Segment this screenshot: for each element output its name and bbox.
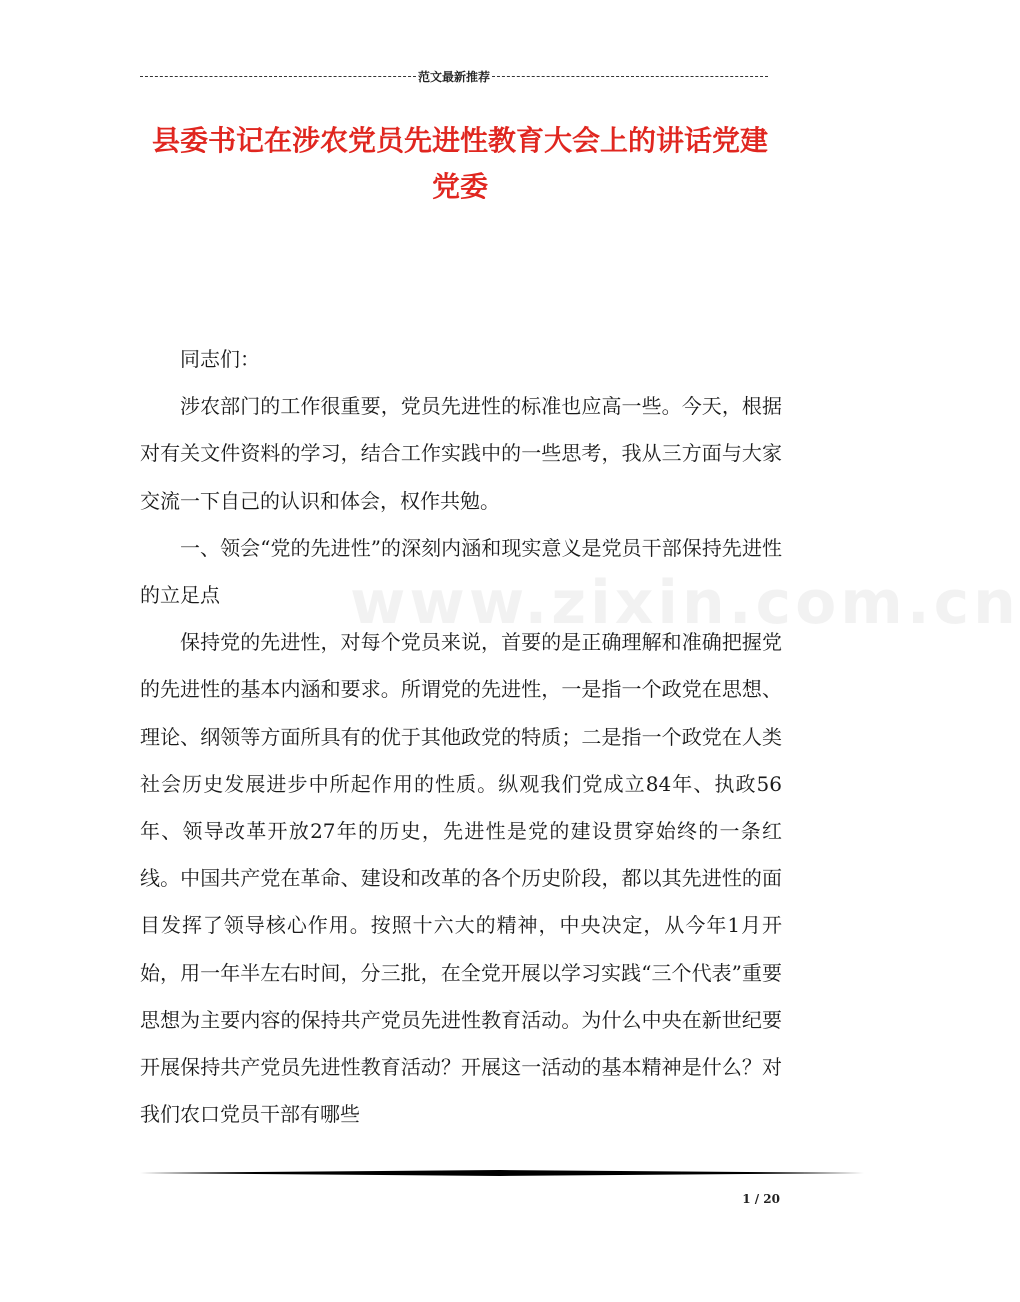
footer-rule-line [140, 1170, 864, 1176]
paragraph-heading-1: 一、领会“党的先进性”的深刻内涵和现实意义是党员干部保持先进性的立足点 [140, 535, 782, 608]
header-dash-left [140, 76, 416, 77]
paragraph-salutation: 同志们： [180, 347, 260, 371]
paragraph-section-1: 保持党的先进性，对每个党员来说，首要的是正确理解和准确把握党的先进性的基本内涵和要求。所谓党的先进性，一是指一个政党在思想、理论、纲领等方面所具有的优于其他政党的特质；二是指一个政党在人类社会历史发展进步中所起作用的性质。纵观我们党成立84年、执政56年、领导改革开放27年的历史，先进性是党的建设贯穿始终的一条红线。中国共产党在革命、建设和改革的各个历史阶段，都以其先进性的面目发挥了领导核心作用。按照十六大的精神，中央决定，从今年1月开始，用一年半左右时间，分三批，在全党开展以学习实践“三个代表”重要思想为主要内容的保持共产党员先进性教育活动。为什么中央在新世纪要开展保持共产党员先进性教育活动？开展这一活动的基本精神是什么？对我们农口党员干部有哪些 [140, 630, 782, 1127]
document-body [140, 336, 782, 1138]
page-number: 1 / 20 [742, 1192, 780, 1206]
watermark: www.zixin.com.cn [350, 568, 1020, 638]
title-line-2: 党委 [431, 170, 488, 203]
paragraph-intro: 涉农部门的工作很重要，党员先进性的标准也应高一些。今天，根据对有关文件资料的学习，结合工作实践中的一些思考，我从三方面与大家交流一下自己的认识和体会，权作共勉。 [140, 394, 782, 513]
header-dash-right [492, 76, 768, 77]
header-label: 范文最新推荐 [418, 69, 491, 84]
document-title [120, 118, 800, 210]
page-header [140, 66, 768, 86]
footer-rule [140, 1168, 864, 1178]
title-line-1: 县委书记在涉农党员先进性教育大会上的讲话党建 [151, 124, 768, 157]
